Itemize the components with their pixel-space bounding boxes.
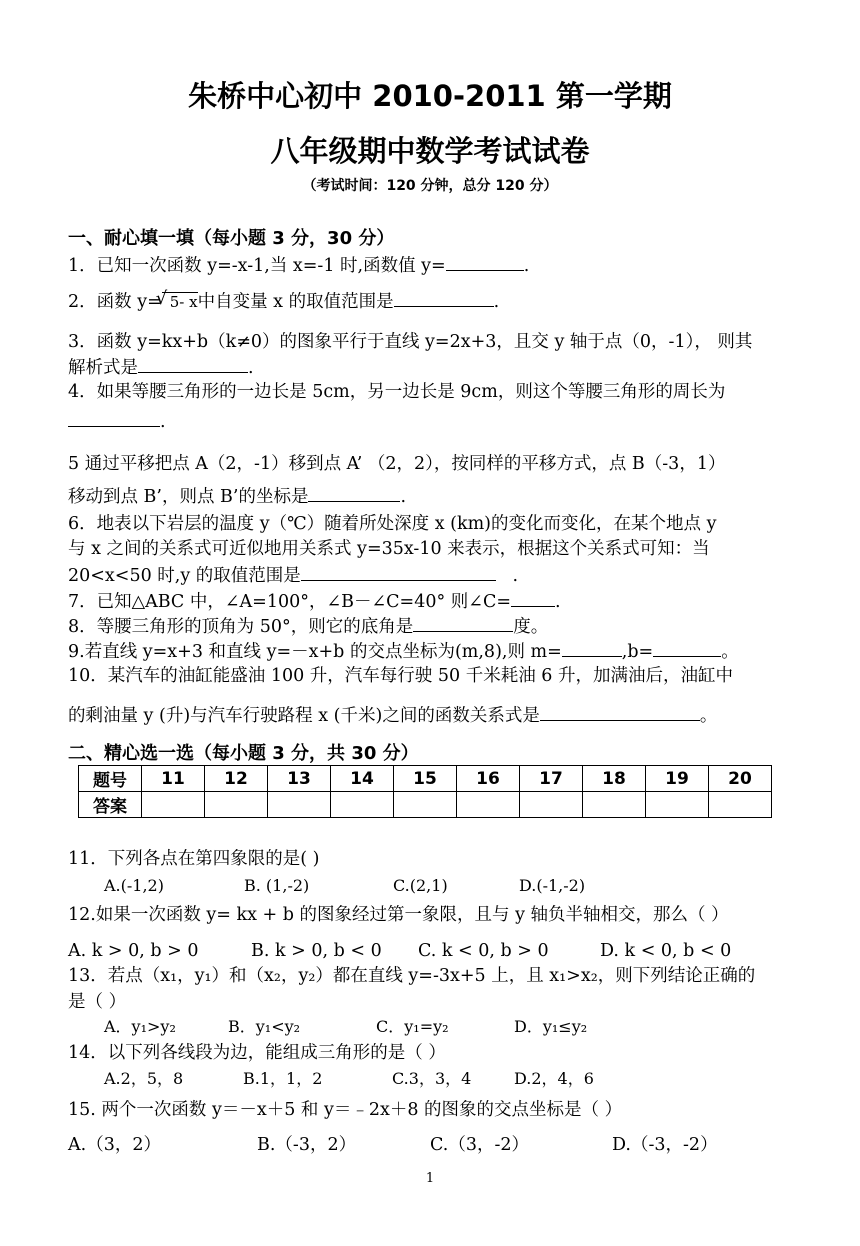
question-13-line2: 是（ ） bbox=[68, 992, 127, 1012]
answer-cell[interactable] bbox=[457, 792, 520, 818]
answer-blank bbox=[511, 590, 555, 607]
question-9-mid: ,b= bbox=[621, 642, 654, 662]
q13-option-c: C．y₁=y₂ bbox=[376, 1017, 449, 1036]
q11-option-a: A.(-1,2) bbox=[104, 876, 164, 895]
question-9: 9.若直线 y=x+3 和直线 y=－x+b 的交点坐标为(m,8),则 m= ,b= 。 bbox=[68, 642, 739, 662]
page-number: 1 bbox=[425, 1171, 435, 1186]
answer-table-number: 11 bbox=[142, 766, 205, 792]
question-2: 2．函数 y=√ 5- x中自变量 x 的取值范围是 . bbox=[68, 290, 499, 313]
exam-title: 八年级期中数学考试试卷 bbox=[270, 134, 590, 168]
answer-blank bbox=[301, 564, 496, 581]
answer-blank-b bbox=[653, 640, 721, 657]
q14-option-d: D.2，4，6 bbox=[514, 1069, 594, 1088]
question-6-line1: 6．地表以下岩层的温度 y（℃）随着所处深度 x (km)的变化而变化，在某个地点 y bbox=[68, 514, 717, 534]
q13-option-d: D．y₁≤y₂ bbox=[514, 1017, 588, 1036]
q11-option-c: C.(2,1) bbox=[393, 876, 448, 895]
answer-blank bbox=[68, 410, 160, 427]
q15-option-d: D.（-3，-2） bbox=[612, 1135, 718, 1155]
answer-table-number: 18 bbox=[583, 766, 646, 792]
answer-table-number: 16 bbox=[457, 766, 520, 792]
question-7: 7．已知△ABC 中，∠A=100°，∠B－∠C=40° 则∠C= . bbox=[68, 592, 561, 612]
answer-cell[interactable] bbox=[268, 792, 331, 818]
question-4-line2: . bbox=[68, 410, 166, 433]
answer-cell[interactable] bbox=[709, 792, 772, 818]
question-14: 14．以下列各线段为边，能组成三角形的是（ ） bbox=[68, 1043, 446, 1063]
answer-cell[interactable] bbox=[142, 792, 205, 818]
q15-option-a: A.（3，2） bbox=[68, 1135, 161, 1155]
question-2-prefix: 2．函数 y= bbox=[68, 292, 162, 312]
answer-table-number: 15 bbox=[394, 766, 457, 792]
q11-option-d: D.(-1,-2) bbox=[519, 876, 586, 895]
q12-option-a: A. k > 0, b > 0 bbox=[68, 941, 199, 961]
question-8-suffix: 度。 bbox=[513, 617, 549, 637]
answer-table-label-answer: 答案 bbox=[79, 792, 142, 818]
answer-cell[interactable] bbox=[520, 792, 583, 818]
question-5-line2-text: 移动到点 B’，则点 B’的坐标是 bbox=[68, 487, 309, 507]
question-4-line1: 4．如果等腰三角形的一边长是 5cm，另一边长是 9cm，则这个等腰三角形的周长为 bbox=[68, 382, 726, 402]
answer-cell[interactable] bbox=[646, 792, 709, 818]
question-3-line2-text: 解析式是 bbox=[68, 358, 138, 378]
answer-table-number: 17 bbox=[520, 766, 583, 792]
q14-option-a: A.2，5，8 bbox=[104, 1069, 184, 1088]
answer-blank bbox=[446, 254, 524, 271]
question-13-line1: 13．若点（x₁，y₁）和（x₂，y₂）都在直线 y=-3x+5 上，且 x₁>x₂，则下列结论正确的 bbox=[68, 966, 756, 986]
question-1-text: 1．已知一次函数 y=-x-1,当 x=-1 时,函数值 y= bbox=[68, 256, 446, 276]
q15-option-b: B.（-3，2） bbox=[257, 1135, 357, 1155]
question-6-line3-text: 20<x<50 时,y 的取值范围是 bbox=[68, 566, 301, 586]
question-10-line2-text: 的剩油量 y (升)与汽车行驶路程 x (千米)之间的函数关系式是 bbox=[68, 706, 540, 726]
answer-table-number: 20 bbox=[709, 766, 772, 792]
q12-option-d: D. k < 0, b < 0 bbox=[600, 941, 732, 961]
answer-blank-m bbox=[562, 640, 622, 657]
q11-option-b: B. (1,-2) bbox=[244, 876, 310, 895]
q14-option-c: C.3，3，4 bbox=[392, 1069, 472, 1088]
question-2-suffix: 中自变量 x 的取值范围是 bbox=[197, 292, 394, 312]
radicand: 5- x bbox=[169, 293, 198, 311]
question-11: 11．下列各点在第四象限的是( ) bbox=[68, 849, 320, 869]
answer-cell[interactable] bbox=[205, 792, 268, 818]
question-6-line2: 与 x 之间的关系式可近似地用关系式 y=35x-10 来表示，根据这个关系式可知：当 bbox=[68, 539, 710, 559]
answer-table-header-row bbox=[79, 766, 772, 792]
question-12: 12.如果一次函数 y= kx + b 的图象经过第一象限，且与 y 轴负半轴相交，那么（ ） bbox=[68, 905, 729, 925]
question-9-prefix: 9.若直线 y=x+3 和直线 y=－x+b 的交点坐标为(m,8),则 m= bbox=[68, 642, 562, 662]
answer-table-label-number: 题号 bbox=[79, 766, 142, 792]
q13-option-a: A．y₁>y₂ bbox=[104, 1017, 176, 1036]
question-8 bbox=[68, 615, 548, 638]
q14-option-b: B.1，1，2 bbox=[243, 1069, 323, 1088]
answer-blank bbox=[394, 290, 494, 307]
answer-cell[interactable] bbox=[331, 792, 394, 818]
answer-table-number: 19 bbox=[646, 766, 709, 792]
question-1: 1．已知一次函数 y=-x-1,当 x=-1 时,函数值 y= . bbox=[68, 256, 530, 276]
question-10-line2: 的剩油量 y (升)与汽车行驶路程 x (千米)之间的函数关系式是 。 bbox=[68, 706, 718, 726]
q12-option-b: B. k > 0, b < 0 bbox=[251, 941, 382, 961]
question-6-line3: 20<x<50 时,y 的取值范围是 . bbox=[68, 566, 519, 586]
question-15: 15. 两个一次函数 y＝－x＋5 和 y＝﹣2x＋8 的图象的交点坐标是（ ） bbox=[68, 1100, 623, 1120]
answer-blank bbox=[413, 615, 513, 632]
question-5-line2: 移动到点 B’，则点 B’的坐标是 . bbox=[68, 487, 407, 507]
question-8-prefix: 8．等腰三角形的顶角为 50°，则它的底角是 bbox=[68, 617, 414, 637]
question-5-line1: 5 通过平移把点 A（2，-1）移到点 A’ （2，2），按同样的平移方式，点 B（-3，1） bbox=[68, 454, 726, 474]
answer-cell[interactable] bbox=[394, 792, 457, 818]
q15-option-c: C.（3，-2） bbox=[430, 1135, 530, 1155]
answer-table-number: 14 bbox=[331, 766, 394, 792]
question-3-line1: 3．函数 y=kx+b（k≠0）的图象平行于直线 y=2x+3，且交 y 轴于点（0，-1）， 则其 bbox=[68, 332, 753, 352]
answer-table-answer-row bbox=[79, 792, 772, 818]
exam-info: （考试时间：120 分钟，总分 120 分） bbox=[302, 178, 558, 194]
answer-table bbox=[78, 765, 772, 818]
section1-heading: 一、耐心填一填（每小题 3 分，30 分） bbox=[68, 228, 395, 249]
question-10-line1: 10．某汽车的油缸能盛油 100 升，汽车每行驶 50 千米耗油 6 升，加满油后，油缸中 bbox=[68, 666, 733, 686]
q12-option-c: C. k < 0, b > 0 bbox=[418, 941, 549, 961]
school-title: 朱桥中心初中 2010-2011 第一学期 bbox=[188, 79, 672, 113]
answer-blank bbox=[138, 356, 248, 373]
q13-option-b: B．y₁<y₂ bbox=[228, 1017, 301, 1036]
answer-table-number: 12 bbox=[205, 766, 268, 792]
section2-heading: 二、精心选一选（每小题 3 分，共 30 分） bbox=[68, 743, 419, 764]
question-7-text: 7．已知△ABC 中，∠A=100°，∠B－∠C=40° 则∠C= bbox=[68, 592, 512, 612]
question-3-line2: 解析式是 . bbox=[68, 358, 254, 378]
answer-blank bbox=[540, 704, 700, 721]
answer-cell[interactable] bbox=[583, 792, 646, 818]
square-root bbox=[162, 292, 198, 311]
answer-table-number: 13 bbox=[268, 766, 331, 792]
answer-blank bbox=[308, 485, 400, 502]
